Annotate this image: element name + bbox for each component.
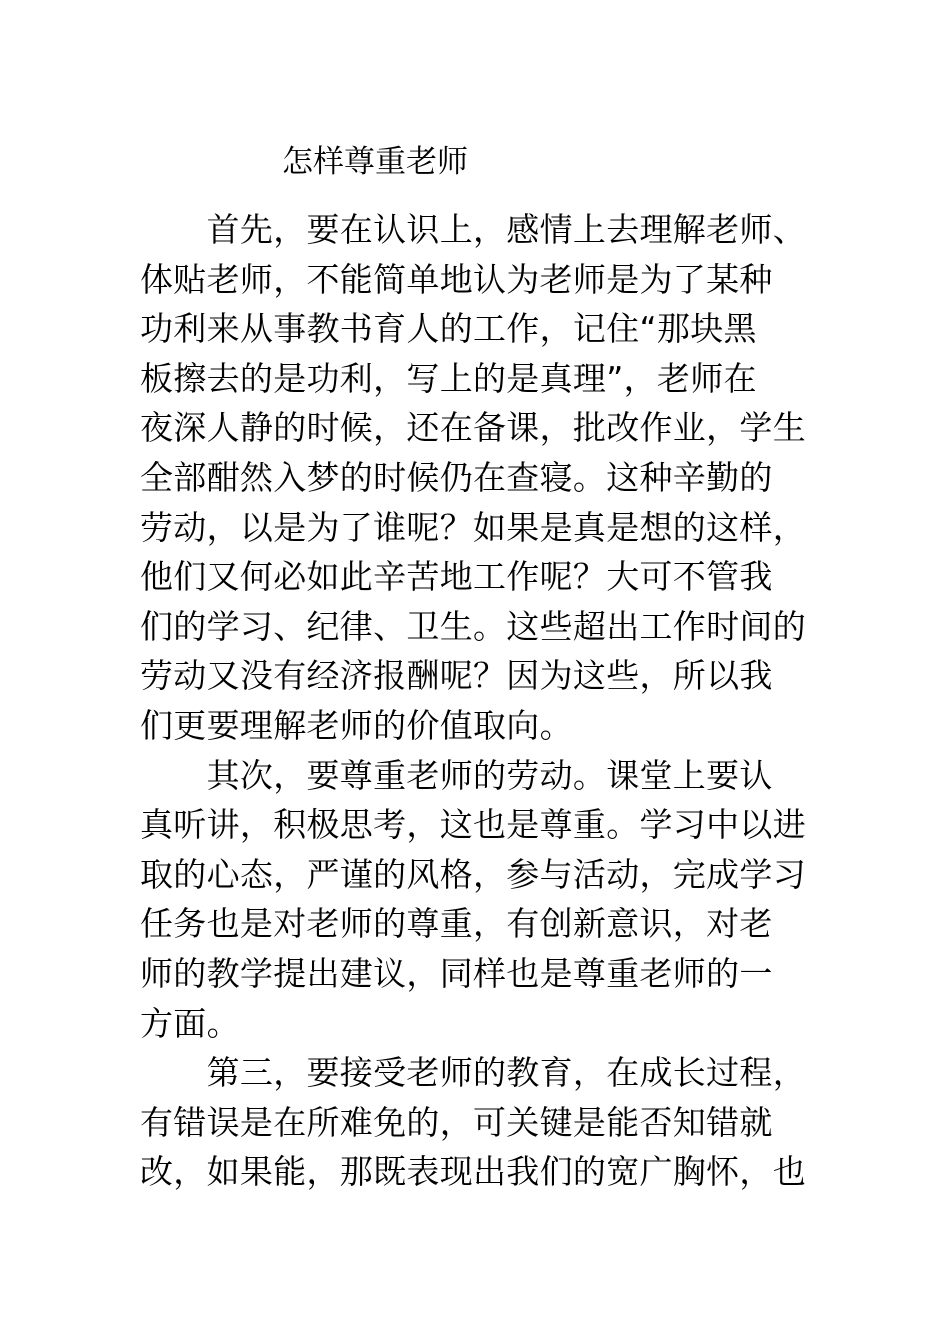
text-line: 们更要理解老师的价值取向。	[140, 705, 573, 745]
text-line: 真听讲，积极思考，这也是尊重。学习中以进	[140, 805, 806, 845]
text-line: 夜深人静的时候，还在备课，批改作业，学生	[140, 408, 806, 448]
text-line: 全部酣然入梦的时候仍在查寝。这种辛勤的	[140, 457, 773, 497]
text-line: 功利来从事教书育人的工作，记住“那块黑	[140, 309, 757, 349]
text-line: 方面。	[140, 1003, 240, 1043]
document-body	[140, 205, 840, 1197]
text-line: 其次，要尊重老师的劳动。课堂上要认	[140, 755, 773, 795]
text-line: 改，如果能，那既表现出我们的宽广胸怀，也	[140, 1152, 806, 1192]
text-line: 体贴老师，不能简单地认为老师是为了某种	[140, 259, 773, 299]
text-line: 们的学习、纪律、卫生。这些超出工作时间的	[140, 606, 806, 646]
text-line: 他们又何必如此辛苦地工作呢？大可不管我	[140, 557, 773, 597]
text-line: 首先，要在认识上，感情上去理解老师、	[140, 210, 806, 249]
text-line: 劳动又没有经济报酬呢？因为这些，所以我	[140, 656, 773, 696]
text-line: 任务也是对老师的尊重，有创新意识，对老	[140, 904, 773, 944]
text-line: 板擦去的是功利，写上的是真理”，老师在	[140, 358, 757, 398]
text-line: 有错误是在所难免的，可关键是能否知错就	[140, 1102, 773, 1142]
text-line: 师的教学提出建议，同样也是尊重老师的一	[140, 953, 773, 993]
document-title: 怎样尊重老师	[282, 144, 468, 180]
text-line: 劳动，以是为了谁呢？如果是真是想的这样，	[140, 507, 806, 547]
text-line: 第三，要接受老师的教育，在成长过程，	[140, 1053, 806, 1093]
text-line: 取的心态，严谨的风格，参与活动，完成学习	[140, 854, 806, 894]
